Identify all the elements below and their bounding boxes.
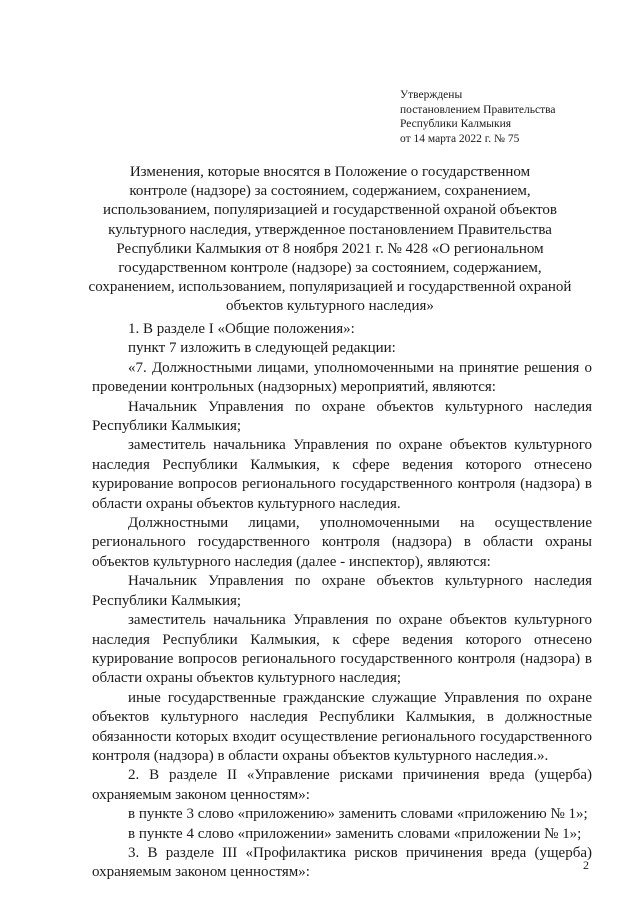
title-line: Изменения, которые вносятся в Положение о государственном xyxy=(129,164,531,180)
paragraph-section-2: 2. В разделе II «Управление рисками причинения вреда (ущерба) охраняемым законом ценностям»: xyxy=(92,767,592,803)
paragraph-section-3: 3. В разделе III «Профилактика рисков причинения вреда (ущерба) охраняемым законом ценностям»: xyxy=(92,844,592,881)
approval-line: Утверждены xyxy=(400,89,463,101)
title-line: использованием, популяризацией и государственной охраной объектов xyxy=(102,202,558,219)
title-line: сохранением, использованием, популяризацией и государственной охраной xyxy=(88,279,572,296)
approval-line: Республики Калмыкия xyxy=(400,118,512,130)
paragraph: иные государственные гражданские служащие Управления по охране объектов культурного наследия Республики Калмыкия, в должностные обязанности которых входит осуществление регионального государственного контроля (надзора) в области охраны объектов культурного наследия.». xyxy=(92,689,592,764)
title-line: объектов культурного наследия» xyxy=(226,298,434,315)
title-line: государственном контроле (надзоре) за состоянием, содержанием, xyxy=(118,260,542,277)
document-body xyxy=(92,320,592,883)
title-line: Республики Калмыкия от 8 ноября 2021 г. № 428 «О региональном xyxy=(116,240,544,257)
paragraph: заместитель начальника Управления по охране объектов культурного наследия Республики Калмыкия, к сфере ведения которого отнесено курирование вопросов регионального государственного контроля (надзора) в области охраны объектов культурного наследия; xyxy=(92,612,592,687)
paragraph: Должностными лицами, уполномоченными на осуществление регионального государственного контроля (надзора) в области охраны объектов культурного наследия (далее - инспектор), являются: xyxy=(92,515,592,570)
paragraph: заместитель начальника Управления по охране объектов культурного наследия Республики Калмыкия, к сфере ведения которого отнесено курирование вопросов регионального государственного контроля (надзора) в области охраны объектов культурного наследия. xyxy=(92,437,592,512)
title-line: культурного наследия, утвержденное постановлением Правительства xyxy=(108,221,552,238)
document-title xyxy=(70,163,590,317)
approval-line: от 14 марта 2022 г. № 75 xyxy=(400,132,520,145)
paragraph: Начальник Управления по охране объектов культурного наследия Республики Калмыкия; xyxy=(92,398,592,435)
title-line: контроле (надзоре) за состоянием, содержанием, сохранением, xyxy=(129,183,531,200)
paragraph: Начальник Управления по охране объектов культурного наследия Республики Калмыкия; xyxy=(92,573,592,609)
approval-line: постановлением Правительства xyxy=(400,103,556,116)
paragraph: пункт 7 изложить в следующей редакции: xyxy=(128,340,396,357)
page-number: 2 xyxy=(583,858,589,872)
paragraph: в пункте 3 слово «приложению» заменить словами «приложению № 1»; xyxy=(128,806,588,823)
paragraph: в пункте 4 слово «приложении» заменить словами «приложении № 1»; xyxy=(128,825,582,842)
paragraph: «7. Должностными лицами, уполномоченными на принятие решения о проведении контрольных (надзорных) мероприятий, являются: xyxy=(92,359,592,396)
approval-stamp xyxy=(400,88,556,146)
paragraph-section-1: 1. В разделе I «Общие положения»: xyxy=(128,321,355,337)
